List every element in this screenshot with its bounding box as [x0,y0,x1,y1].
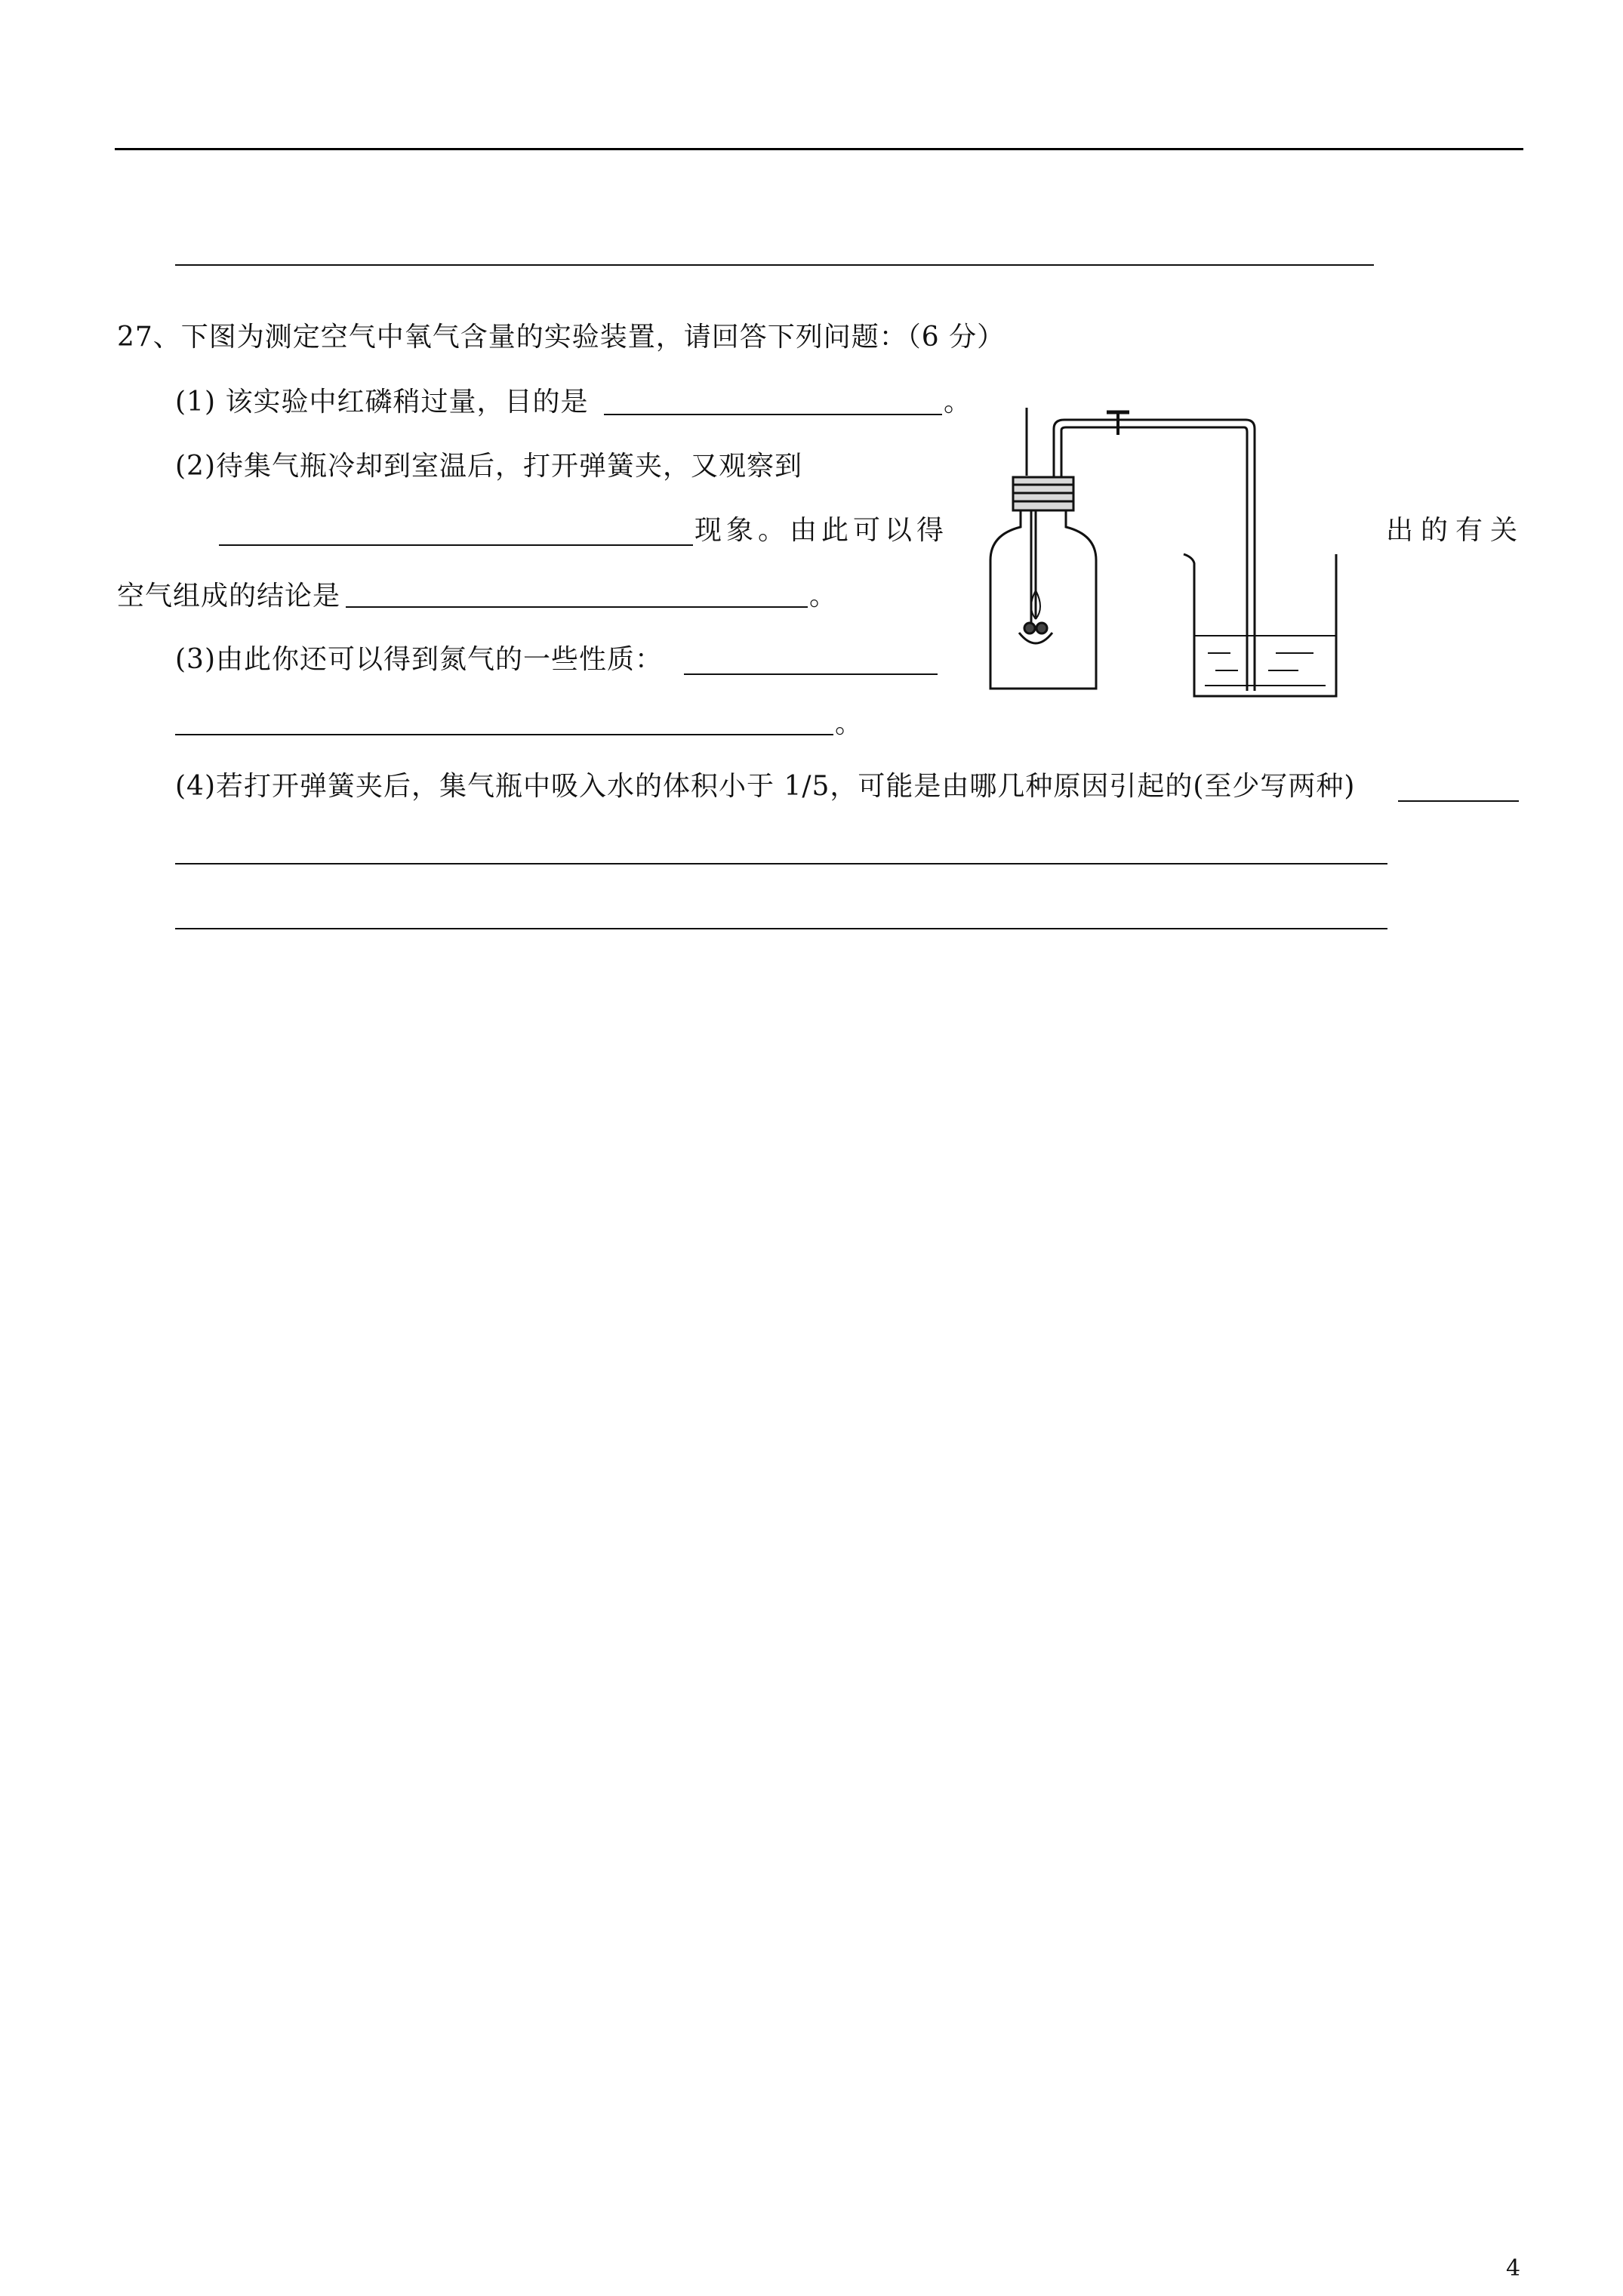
q3-answer-blank-1[interactable] [684,673,938,675]
q2-mid: 现象。由此可以得 [694,515,949,546]
apparatus-figure [981,393,1374,725]
q4-text: (4)若打开弹簧夹后，集气瓶中吸入水的体积小于 1/5，可能是由哪几种原因引起的(至少写两种) [175,771,1356,802]
q4-answer-blank-inline[interactable] [1398,800,1519,802]
q1-end: 。 [944,387,972,418]
answer-line-previous[interactable] [175,264,1374,266]
q3-end: 。 [835,708,864,739]
combustion-spoon [1019,633,1052,643]
header-rule [115,148,1523,150]
q2-line3-end: 。 [809,581,838,612]
q2-answer-blank-2[interactable] [346,606,808,608]
page-number: 4 [1506,2255,1521,2282]
q3-text: (3)由此你还可以得到氮气的一些性质： [175,644,663,675]
connecting-tube [1054,420,1255,691]
q3-answer-blank-2[interactable] [175,734,833,735]
q1-answer-blank[interactable] [604,414,942,415]
q4-answer-line-1[interactable] [175,863,1387,864]
q4-answer-line-2[interactable] [175,928,1387,929]
q2-line3-text: 空气组成的结论是 [117,581,341,612]
q2-right: 出的有关 [1386,515,1526,546]
question-heading: 27、下图为测定空气中氧气含量的实验装置，请回答下列问题：（6 分） [117,322,1006,353]
beaker [1184,554,1336,696]
q2-line1: (2)待集气瓶冷却到室温后，打开弹簧夹，又观察到 [175,451,802,482]
q1-text: (1) 该实验中红磷稍过量，目的是 [175,387,589,418]
q2-answer-blank-1[interactable] [219,544,693,546]
gas-collecting-bottle [990,510,1096,689]
red-phosphorus [1024,623,1035,633]
